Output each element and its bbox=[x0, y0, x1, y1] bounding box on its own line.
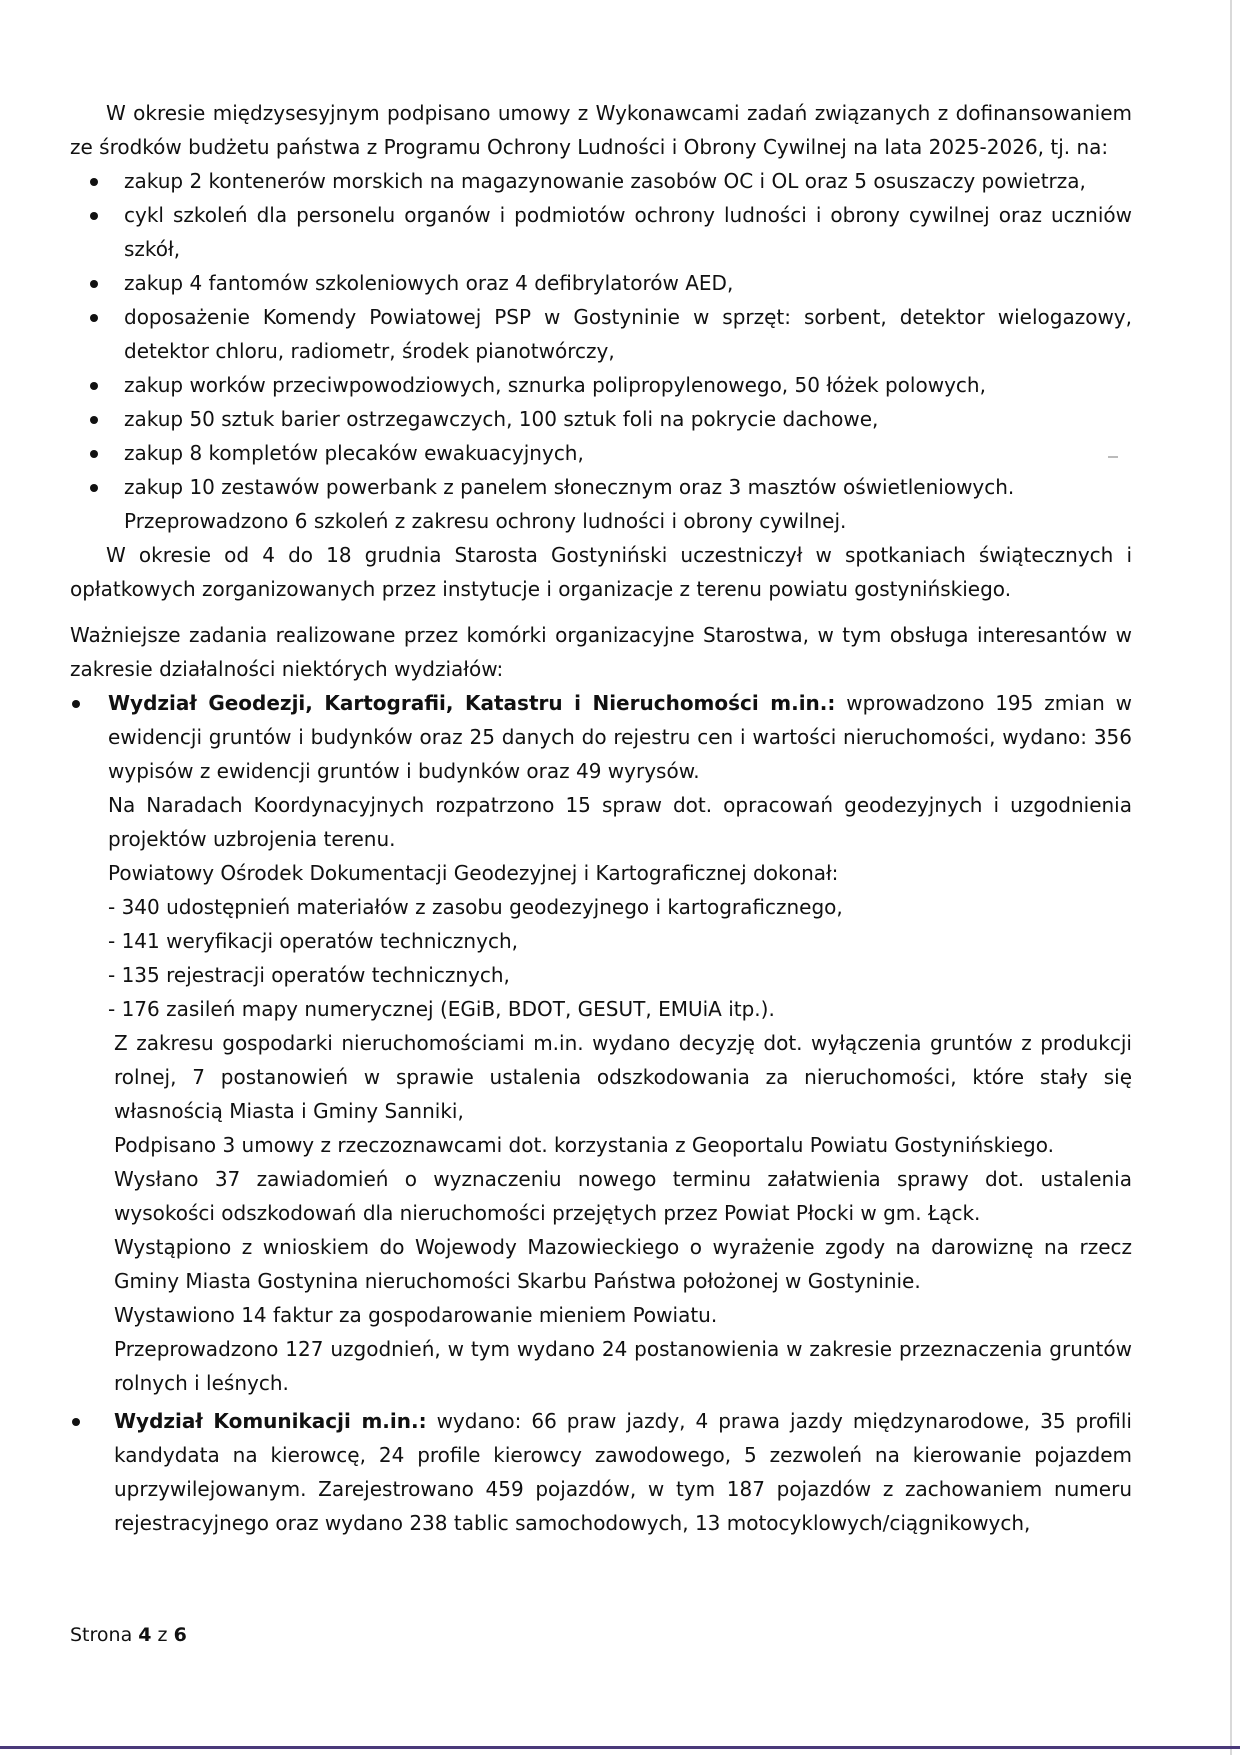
scan-edge-bottom bbox=[0, 1746, 1240, 1749]
list-item: zakup 50 sztuk barier ostrzegawczych, 100 sztuk foli na pokrycie dachowe, bbox=[70, 402, 1132, 436]
bullet-icon bbox=[72, 700, 80, 708]
bullet-icon bbox=[90, 280, 98, 288]
scan-edge bbox=[1230, 0, 1232, 1755]
geodezja-section bbox=[70, 686, 1132, 1400]
podgik-item: - 141 weryfikacji operatów technicznych, bbox=[108, 929, 518, 953]
geodezja-paragraph: Przeprowadzono 127 uzgodnień, w tym wydano 24 postanowienia w zakresie przeznaczenia gruntów rolnych i leśnych. bbox=[114, 1337, 1132, 1395]
geodezja-paragraph: Wystawiono 14 faktur za gospodarowanie mieniem Powiatu. bbox=[114, 1303, 718, 1327]
bullet-list bbox=[70, 164, 1132, 504]
list-item: doposażenie Komendy Powiatowej PSP w Gostyninie w sprzęt: sorbent, detektor wielogazowy, detektor chloru, radiometr, środek pianotwórczy, bbox=[70, 300, 1132, 368]
trainings-paragraph: Przeprowadzono 6 szkoleń z zakresu ochrony ludności i obrony cywilnej. bbox=[124, 509, 847, 533]
page-total: 6 bbox=[173, 1624, 187, 1646]
scan-mark bbox=[1108, 456, 1118, 458]
bullet-icon bbox=[90, 314, 98, 322]
intro-paragraph: W okresie międzysesyjnym podpisano umowy z Wykonawcami zadań związanych z dofinansowaniem ze środków budżetu państwa z Programu Ochrony Ludności i Obrony Cywilnej na lata 2025-2026, tj. na: bbox=[70, 101, 1132, 159]
list-item: zakup 2 kontenerów morskich na magazynowanie zasobów OC i OL oraz 5 osuszaczy powietrza, bbox=[70, 164, 1132, 198]
document-page bbox=[70, 96, 1132, 1540]
list-item: zakup 10 zestawów powerbank z panelem słonecznym oraz 3 masztów oświetleniowych. bbox=[70, 470, 1132, 504]
podgik-item: - 135 rejestracji operatów technicznych, bbox=[108, 963, 510, 987]
bullet-icon bbox=[90, 450, 98, 458]
page-label: Strona bbox=[70, 1624, 139, 1646]
list-item: zakup 8 kompletów plecaków ewakuacyjnych, bbox=[70, 436, 1132, 470]
komunikacja-text: wydano: 66 praw jazdy, 4 prawa jazdy międzynarodowe, 35 profili kandydata na kierowcę, 24 profile kierowcy zawodowego, 5 zezwoleń na kierowanie pojazdem uprzywilejowanym. Zarejestrowano 459 pojazdów, w tym 187 pojazdów z zachowaniem numeru rejestracyjnego oraz wydano 238 tablic samochodowych, 13 motocyklowych/ciągnikowych, bbox=[114, 1409, 1132, 1535]
geodezja-paragraph: Wystąpiono z wnioskiem do Wojewody Mazowieckiego o wyrażenie zgody na darowiznę na rzecz Gminy Miasta Gostynina nieruchomości Skarbu Państwa położonej w Gostyninie. bbox=[114, 1235, 1132, 1293]
page-current: 4 bbox=[138, 1624, 152, 1646]
komunikacja-title: Wydział Komunikacji m.in.: bbox=[114, 1409, 427, 1433]
list-item: zakup 4 fantomów szkoleniowych oraz 4 defibrylatorów AED, bbox=[70, 266, 1132, 300]
list-item: cykl szkoleń dla personelu organów i podmiotów ochrony ludności i obrony cywilnej oraz uczniów szkół, bbox=[70, 198, 1132, 266]
bullet-icon bbox=[90, 484, 98, 492]
geodezja-paragraph: Z zakresu gospodarki nieruchomościami m.in. wydano decyzję dot. wyłączenia gruntów z produkcji rolnej, 7 postanowień w sprawie ustalenia odszkodowania za nieruchomości, które stały się własnością Miasta i Gminy Sanniki, bbox=[114, 1031, 1132, 1123]
bullet-icon bbox=[90, 382, 98, 390]
bullet-icon bbox=[90, 416, 98, 424]
tasks-intro-paragraph: Ważniejsze zadania realizowane przez komórki organizacyjne Starostwa, w tym obsługa interesantów w zakresie działalności niektórych wydziałów: bbox=[70, 623, 1132, 681]
list-item: zakup worków przeciwpowodziowych, sznurka polipropylenowego, 50 łóżek polowych, bbox=[70, 368, 1132, 402]
geodezja-title: Wydział Geodezji, Kartografii, Katastru i Nieruchomości m.in.: bbox=[108, 691, 836, 715]
podgik-item: - 176 zasileń mapy numerycznej (EGiB, BDOT, GESUT, EMUiA itp.). bbox=[108, 997, 775, 1021]
geodezja-podgik: Powiatowy Ośrodek Dokumentacji Geodezyjnej i Kartograficznej dokonał: bbox=[108, 861, 839, 885]
geodezja-paragraph: Wysłano 37 zawiadomień o wyznaczeniu nowego terminu załatwienia sprawy dot. ustalenia wysokości odszkodowań dla nieruchomości przejętych przez Powiat Płocki w gm. Łąck. bbox=[114, 1167, 1132, 1225]
bullet-icon bbox=[90, 212, 98, 220]
bullet-icon bbox=[72, 1418, 80, 1426]
geodezja-paragraph: Podpisano 3 umowy z rzeczoznawcami dot. korzystania z Geoportalu Powiatu Gostynińskiego. bbox=[114, 1133, 1054, 1157]
komunikacja-section bbox=[70, 1404, 1132, 1540]
page-footer bbox=[70, 1620, 187, 1650]
bullet-icon bbox=[90, 178, 98, 186]
page-of: z bbox=[151, 1624, 174, 1646]
geodezja-narady: Na Naradach Koordynacyjnych rozpatrzono 15 spraw dot. opracowań geodezyjnych i uzgodnienia projektów uzbrojenia terenu. bbox=[108, 793, 1132, 851]
geodezja-text: wprowadzono 195 zmian w ewidencji gruntów i budynków oraz 25 danych do rejestru cen i wartości nieruchomości, wydano: 356 wypisów z ewidencji gruntów i budynków oraz 49 wyrysów. bbox=[108, 691, 1132, 783]
starosta-paragraph: W okresie od 4 do 18 grudnia Starosta Gostyniński uczestniczył w spotkaniach świątecznych i opłatkowych zorganizowanych przez instytucje i organizacje z terenu powiatu gostynińskiego. bbox=[70, 543, 1132, 601]
podgik-item: - 340 udostępnień materiałów z zasobu geodezyjnego i kartograficznego, bbox=[108, 895, 843, 919]
